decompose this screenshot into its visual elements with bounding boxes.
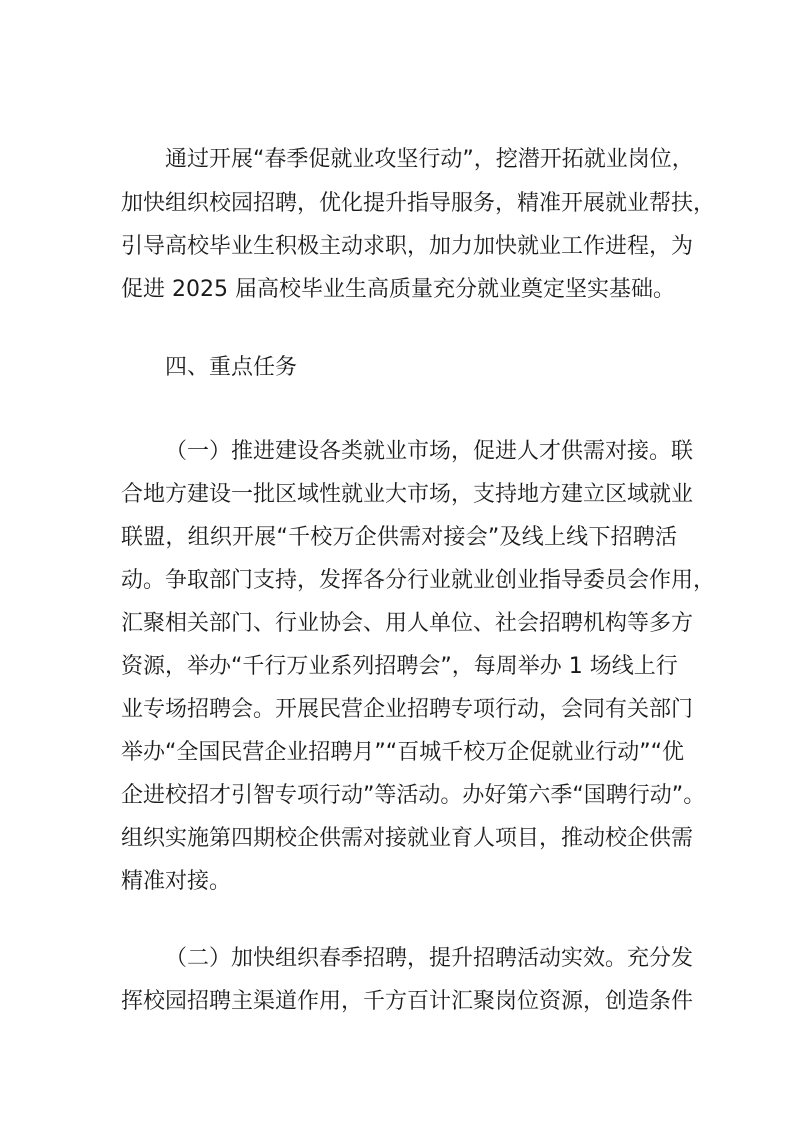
paragraph-2-line-1: （一）推进建设各类就业市场，促进人才供需对接。联 <box>165 439 694 464</box>
paragraph-2-line-2: 合地方建设一批区域性就业大市场，支持地方建立区域就业 <box>121 482 694 507</box>
paragraph-2-line-10: 组织实施第四期校企供需对接就业育人项目，推动校企供需 <box>121 826 694 851</box>
paragraph-1-line-3: 引导高校毕业生积极主动求职，加力加快就业工作进程，为 <box>121 234 694 259</box>
paragraph-2-line-4: 动。争取部门支持，发挥各分行业就业创业指导委员会作用， <box>121 568 716 593</box>
paragraph-3-line-2: 挥校园招聘主渠道作用，千方百计汇聚岗位资源，创造条件 <box>121 989 694 1014</box>
paragraph-2-line-9: 企进校招才引智专项行动”等活动。办好第六季“国聘行动”。 <box>121 783 706 808</box>
paragraph-2-line-6: 资源，举办“千行万业系列招聘会”，每周举办 1 场线上行 <box>121 654 678 679</box>
paragraph-3-line-1: （二）加快组织春季招聘，提升招聘活动实效。充分发 <box>165 946 694 971</box>
paragraph-2-line-11: 精准对接。 <box>121 869 232 894</box>
paragraph-1-line-4: 促进 2025 届高校毕业生高质量充分就业奠定坚实基础。 <box>121 277 675 302</box>
paragraph-2-line-5: 汇聚相关部门、行业协会、用人单位、社会招聘机构等多方 <box>121 611 694 636</box>
paragraph-1-line-2: 加快组织校园招聘，优化提升指导服务，精准开展就业帮扶， <box>121 191 716 216</box>
section-heading: 四、重点任务 <box>165 355 298 380</box>
paragraph-1-line-1: 通过开展“春季促就业攻坚行动”，挖潜开拓就业岗位， <box>165 147 694 172</box>
paragraph-2-line-3: 联盟，组织开展“千校万企供需对接会”及线上线下招聘活 <box>121 525 677 550</box>
paragraph-2-line-7: 业专场招聘会。开展民营企业招聘专项行动，会同有关部门 <box>121 697 694 722</box>
paragraph-2-line-8: 举办“全国民营企业招聘月”“百城千校万企促就业行动”“优 <box>121 740 684 765</box>
